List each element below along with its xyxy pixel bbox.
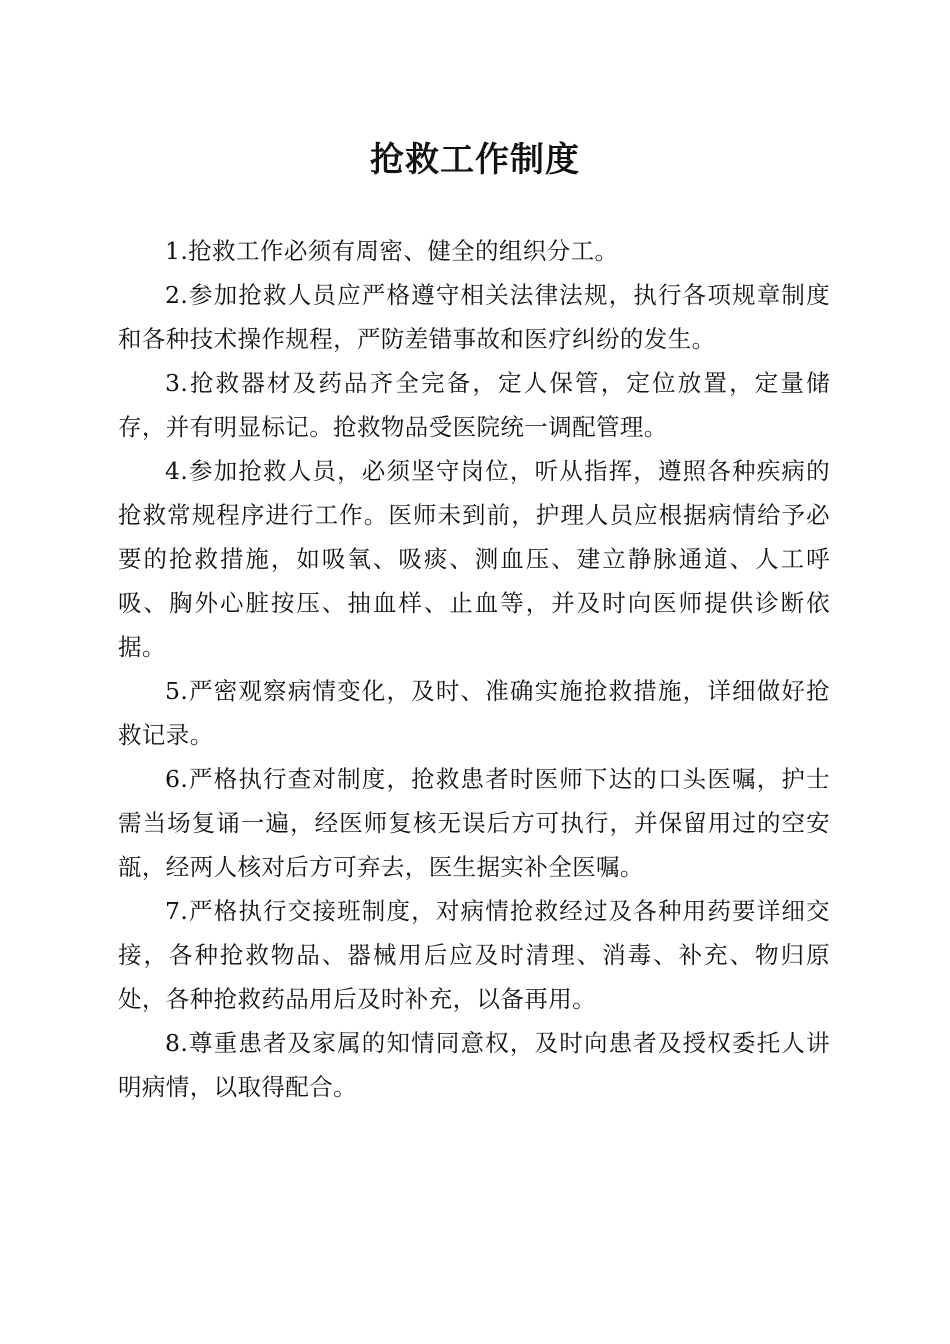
rule-paragraph-1: 1.抢救工作必须有周密、健全的组织分工。 xyxy=(165,237,619,265)
document-body xyxy=(118,229,830,1109)
page-title: 抢救工作制度 xyxy=(370,140,580,180)
rule-paragraph-2: 2.参加抢救人员应严格遵守相关法律法规，执行各项规章制度和各种技术操作规程，严防差错事故和医疗纠纷的发生。 xyxy=(118,281,830,353)
rule-paragraph-7: 7.严格执行交接班制度，对病情抢救经过及各种用药要详细交接，各种抢救物品、器械用后应及时清理、消毒、补充、物归原处，各种抢救药品用后及时补充，以备再用。 xyxy=(118,897,830,1013)
rule-paragraph-4: 4.参加抢救人员，必须坚守岗位，听从指挥，遵照各种疾病的抢救常规程序进行工作。医师未到前，护理人员应根据病情给予必要的抢救措施，如吸氧、吸痰、测血压、建立静脉通道、人工呼吸、胸外心脏按压、抽血样、止血等，并及时向医师提供诊断依据。 xyxy=(118,457,830,661)
rule-paragraph-3: 3.抢救器材及药品齐全完备，定人保管，定位放置，定量储存，并有明显标记。抢救物品受医院统一调配管理。 xyxy=(118,369,830,441)
rule-paragraph-8: 8.尊重患者及家属的知情同意权，及时向患者及授权委托人讲明病情，以取得配合。 xyxy=(118,1029,830,1101)
rule-paragraph-6: 6.严格执行查对制度，抢救患者时医师下达的口头医嘱，护士需当场复诵一遍，经医师复核无误后方可执行，并保留用过的空安瓿，经两人核对后方可弃去，医生据实补全医嘱。 xyxy=(118,765,830,881)
rule-paragraph-5: 5.严密观察病情变化，及时、准确实施抢救措施，详细做好抢救记录。 xyxy=(118,677,830,749)
